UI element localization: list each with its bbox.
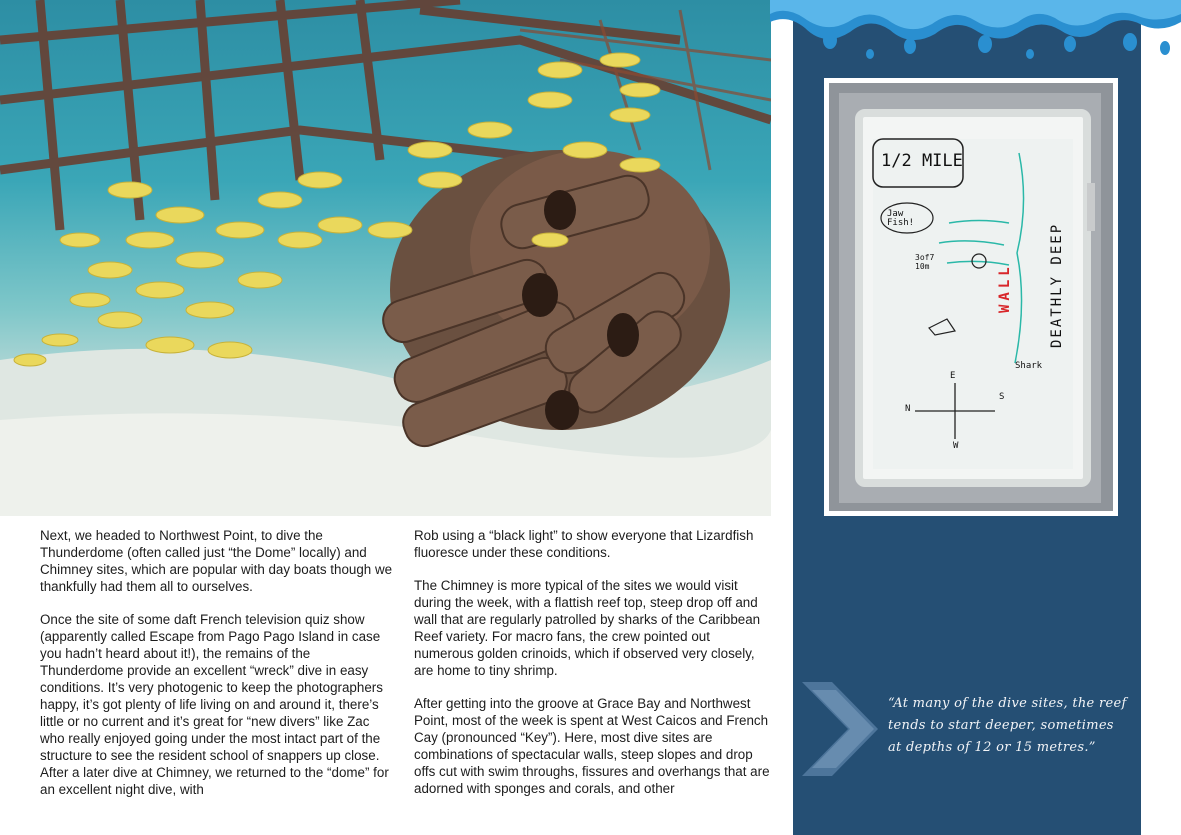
article-column-right (414, 527, 772, 813)
dive-site-whiteboard-photo (829, 83, 1113, 511)
quote-chevron-icon (802, 682, 878, 776)
compass-east: E (950, 371, 956, 381)
compass-north: N (905, 404, 911, 414)
whiteboard-wall: WALL (997, 263, 1013, 313)
whiteboard-note: 3of7 10m (915, 253, 935, 271)
whiteboard-title: 1/2 MILE (881, 151, 963, 171)
article-column-left (40, 527, 396, 814)
article-paragraph: Next, we headed to Northwest Point, to dive the Thunderdome (often called just “the Dome” locally) and Chimney sites, which are popular with day boats though we thankfully had them all to ourselves. (40, 528, 393, 594)
whiteboard-deep: DEATHLY DEEP (1049, 222, 1065, 348)
pull-quote: “At many of the dive sites, the reef tends to start deeper, sometimes at depths of 12 or 15 metres.” (888, 696, 1127, 755)
water-splash-decoration (770, 0, 1181, 70)
compass-south: S (999, 392, 1005, 402)
article-paragraph: Once the site of some daft French television quiz show (apparently called Escape from Pago Pago Island in case you hadn’t heard about it!), the remains of the Thunderdome provide an excellent “wreck” dive in easy conditions. It’s very photogenic to keep the photographers happy, it’s got plenty of life living on and around it, there’s little or no current and it’s great for “new divers” like Zac who really enjoyed going under the most intact part of the structure to see the resident school of snappers up close. After a later dive at Chimney, we returned to the “dome” for an excellent night dive, with (40, 612, 389, 797)
article-paragraph: Rob using a “black light” to show everyone that Lizardfish fluoresce under these conditions. (414, 528, 754, 560)
whiteboard-shark: Shark (1015, 361, 1043, 371)
underwater-wreck-illustration (0, 0, 771, 516)
compass-west: W (953, 441, 959, 451)
hero-photo (0, 0, 771, 516)
whiteboard-illustration (829, 83, 1113, 511)
article-paragraph: After getting into the groove at Grace Bay and Northwest Point, most of the week is spent at West Caicos and French Cay (pronounced “Key”). Here, most dive sites are combinations of spectacular walls, steep slopes and drop offs cut with swim throughs, fissures and overhangs that are adorned with sponges and corals, and other (414, 696, 770, 796)
article-paragraph: The Chimney is more typical of the sites we would visit during the week, with a flattish reef top, steep drop off and wall that are regularly patrolled by sharks of the Caribbean Reef variety. For macro fans, the crew pointed out numerous golden crinoids, which if observed very closely, are home to tiny shrimp. (414, 578, 761, 678)
whiteboard-bubble: Jaw Fish! (887, 209, 915, 228)
